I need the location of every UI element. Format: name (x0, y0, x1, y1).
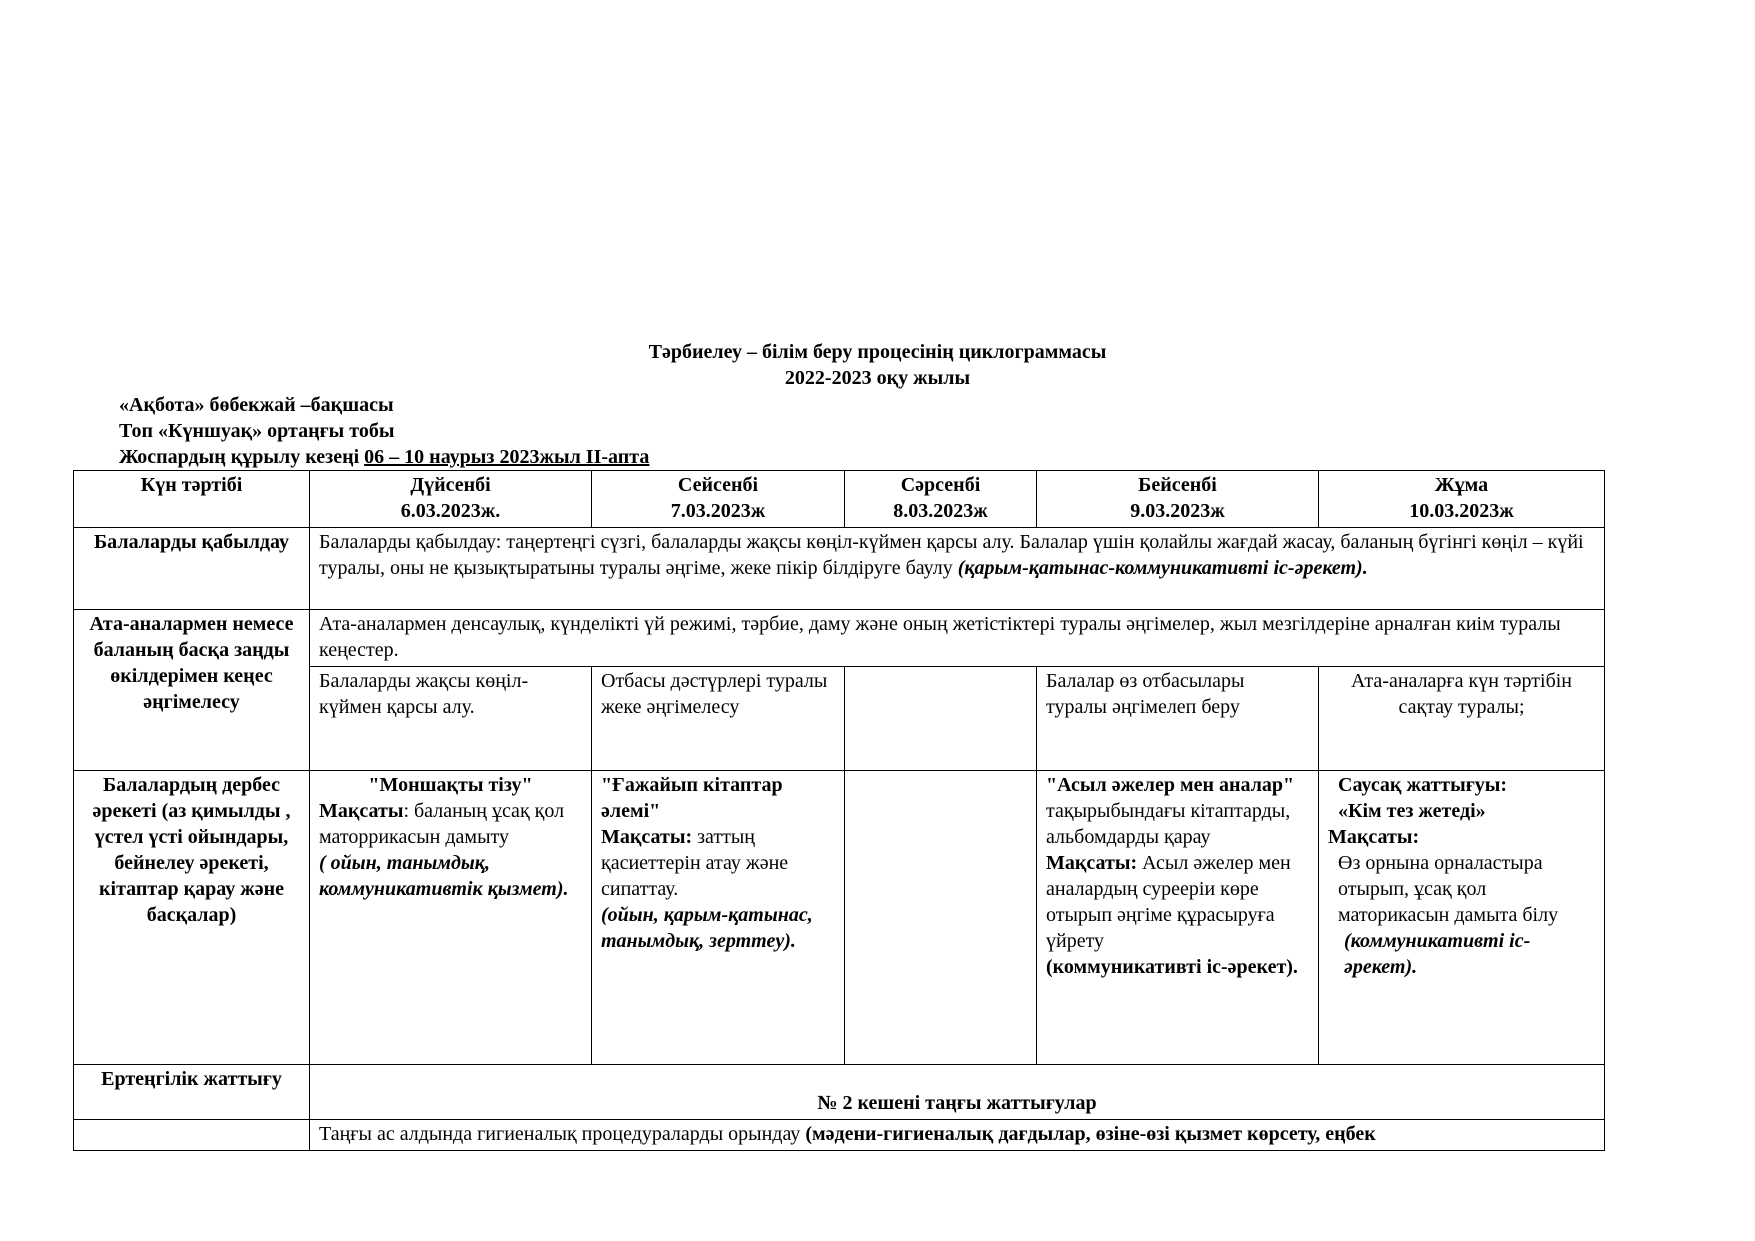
activity-type: ( ойын, танымдық, коммуникативтік қызмет). (319, 852, 569, 900)
day-date: 6.03.2023ж. (400, 500, 501, 522)
day-date: 9.03.2023ж (1130, 500, 1225, 522)
academic-year: 2022-2023 оқу жылы (784, 367, 971, 389)
activity-title: Саусақ жаттығуы: (1338, 774, 1508, 796)
hygiene-text: Таңғы ас алдында гигиеналық процедураларды орындау (мәдени-гигиеналық дағдылар, өзіне-өзі қызмет көрсету, еңбек (310, 1120, 1605, 1151)
activity-title: "Моншақты тізу" (368, 774, 533, 796)
activity-monday (310, 771, 592, 1065)
activity-goal: Мақсаты: заттың қасиеттерін атау және сипаттау. (601, 826, 789, 900)
reception-activity-type: (қарым-қатынас-коммуникативті іс-әрекет). (957, 557, 1368, 579)
plan-period (119, 445, 649, 469)
activity-goal-label: Мақсаты: (1328, 826, 1420, 848)
group-name: Топ «Күншуақ» ортаңғы тобы (119, 420, 395, 442)
day-name: Бейсенбі (1138, 474, 1217, 496)
hygiene-row (74, 1120, 1605, 1151)
document-title: Тәрбиелеу – білім беру процесінің циклограммасы (648, 341, 1107, 363)
day-date: 7.03.2023ж (670, 500, 766, 522)
activity-type: (ойын, қарым-қатынас, танымдық, зерттеу). (601, 904, 813, 952)
activity-type: (коммуникативті іс-әрекет). (1046, 956, 1298, 978)
parents-wednesday (845, 667, 1037, 771)
header-routine: Күн тәртібі (74, 471, 310, 528)
activity-goal: Мақсаты: баланың ұсақ қол маторрикасын дамыту (319, 800, 565, 848)
cyclogram-table (73, 470, 1605, 1151)
exercise-row (74, 1065, 1605, 1120)
exercise-text: № 2 кешені таңғы жаттығулар (310, 1065, 1605, 1120)
exercise-label: Ертеңгілік жаттығу (74, 1065, 310, 1120)
activity-tuesday (592, 771, 845, 1065)
parents-tuesday: Отбасы дәстүрлері туралы жеке әңгімелесу (592, 667, 845, 771)
hygiene-label (74, 1120, 310, 1151)
day-date: 8.03.2023ж (893, 500, 988, 522)
reception-text: Балаларды қабылдау: таңертеңгі сүзгі, балаларды жақсы көңіл-күймен қарсы алу. Балалар үшін қолайлы жағдай жасау, баланың бүгінгі көңіл – күйі туралы, оны не қызықтыратыны туралы әңгіме, жеке пікір білдіруге баулу (қарым-қатынас-коммуникативті іс-әрекет). (310, 528, 1605, 610)
activity-type: (коммуникативті іс-әрекет). (1344, 930, 1531, 978)
activity-friday (1319, 771, 1605, 1065)
kindergarten-name: «Ақбота» бөбекжай –бақшасы (119, 394, 394, 416)
activity-row (74, 771, 1605, 1065)
day-name: Дүйсенбі (410, 474, 491, 496)
parents-friday: Ата-аналарға күн тәртібін сақтау туралы; (1319, 667, 1605, 771)
activity-goal: Мақсаты: Асыл әжелер мен аналардың сурееріи көре отырып әңгіме құрасыруға үйрету (1046, 852, 1291, 952)
reception-label: Балаларды қабылдау (74, 528, 310, 610)
parents-monday: Балаларды жақсы көңіл-күймен қарсы алу. (310, 667, 592, 771)
parents-label: Ата-аналармен немесе баланың басқа заңды өкілдерімен кеңес әңгімелесу (74, 610, 310, 771)
activity-subtitle: «Кім тез жетеді» (1338, 800, 1486, 822)
header-tuesday (592, 471, 845, 528)
day-name: Жұма (1434, 474, 1489, 496)
activity-thursday (1037, 771, 1319, 1065)
parents-general-row (74, 610, 1605, 667)
plan-period-label: Жоспардың құрылу кезеңі (119, 446, 360, 468)
plan-period-value: 06 – 10 наурыз 2023жыл ІІ-апта (364, 446, 650, 468)
parents-general-text: Ата-аналармен денсаулық, күнделікті үй режимі, тәрбие, даму және оның жетістіктері туралы әңгімелер, жыл мезгілдеріне арналған киім туралы кеңестер. (310, 610, 1605, 667)
header-thursday (1037, 471, 1319, 528)
header-monday (310, 471, 592, 528)
header-friday (1319, 471, 1605, 528)
day-date: 10.03.2023ж (1409, 500, 1514, 522)
day-name: Сәрсенбі (900, 474, 981, 496)
parents-thursday: Балалар өз отбасылары туралы әңгімелеп беру (1037, 667, 1319, 771)
header-wednesday (845, 471, 1037, 528)
header-row (74, 471, 1605, 528)
activity-title: "Асыл әжелер мен аналар" тақырыбындағы кітаптарды, альбомдарды қарау (1046, 774, 1295, 848)
activity-wednesday (845, 771, 1037, 1065)
reception-row (74, 528, 1605, 610)
activity-goal: Өз орнына орналастыра отырып, ұсақ қол маторикасын дамыта білу (1338, 852, 1559, 926)
day-name: Сейсенбі (677, 474, 759, 496)
activity-label: Балалардың дербес әрекеті (аз қимылды , үстел үсті ойындары, бейнелеу әрекеті, кітаптар қарау және басқалар) (74, 771, 310, 1065)
activity-title: "Ғажайып кітаптар әлемі" (601, 774, 783, 822)
